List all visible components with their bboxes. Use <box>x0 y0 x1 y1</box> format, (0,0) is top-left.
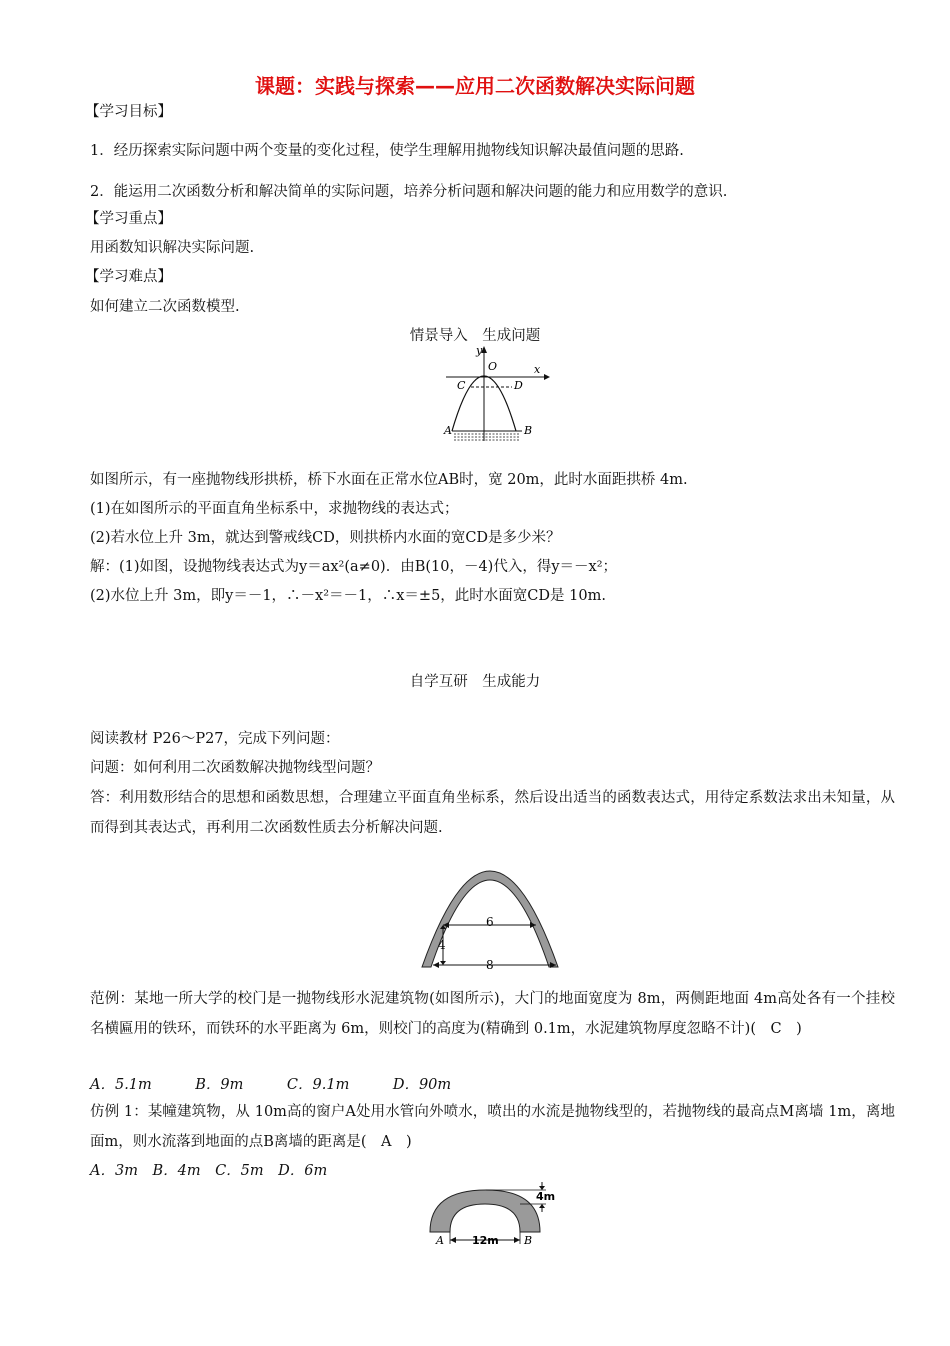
fig1-label-b: B <box>524 424 533 437</box>
goal-2: 2．能运用二次函数分析和解决简单的实际问题，培养分析问题和解决问题的能力和应用数学的意识. <box>90 184 728 200</box>
fig3-label-4m: 4m <box>536 1190 556 1203</box>
gate-arch-figure <box>418 837 568 975</box>
fig2-label-6: 6 <box>486 915 494 929</box>
self-study-heading: 自学互研 生成能力 <box>409 674 541 690</box>
fig1-label-c: C <box>457 379 466 392</box>
intro-question-2: (2)若水位上升 3m，就达到警戒线CD，则拱桥内水面的宽CD是多少米？ <box>90 530 561 546</box>
goals-header: 【学习目标】 <box>85 104 172 120</box>
example-options: A．5.1m B．9m C．9.1m D．90m <box>90 1077 452 1093</box>
fig1-label-x: x <box>534 363 541 376</box>
fig2-label-8: 8 <box>486 958 494 972</box>
fig1-label-o: O <box>488 360 498 373</box>
intro-solution-2: (2)水位上升 3m，即y＝－1，∴－x²＝－1，∴x＝±5，此时水面宽CD是 10m. <box>90 588 606 604</box>
intro-heading: 情景导入 生成问题 <box>409 328 541 344</box>
key-text: 用函数知识解决实际问题. <box>90 240 255 256</box>
bridge-arch-figure <box>424 1182 564 1252</box>
study-question: 问题：如何利用二次函数解决抛物线型问题？ <box>90 760 380 776</box>
fig3-label-a: A <box>436 1234 444 1247</box>
fig1-label-a: A <box>444 424 452 437</box>
key-header: 【学习重点】 <box>85 211 172 227</box>
difficulty-text: 如何建立二次函数模型. <box>90 299 240 315</box>
intro-problem: 如图所示，有一座抛物线形拱桥，桥下水面在正常水位AB时，宽 20m，此时水面距拱桥 4m. <box>90 472 688 488</box>
practice-problem: 仿例 1：某幢建筑物，从 10m高的窗户A处用水管向外喷水，喷出的水流是抛物线型的，若抛物线的最高点M离墙 1m，离地面m，则水流落到地面的点B离墙的距离是( A ) <box>90 1104 895 1150</box>
fig1-label-y: y <box>476 344 483 357</box>
fig3-label-12m: 12m <box>472 1234 499 1247</box>
page-title: 课题：实践与探索——应用二次函数解决实际问题 <box>255 74 695 98</box>
study-answer: 答：利用数形结合的思想和函数思想，合理建立平面直角坐标系，然后设出适当的函数表达式，用待定系数法求出未知量，从而得到其表达式，再利用二次函数性质去分析解决问题. <box>90 790 895 836</box>
example-problem: 范例：某地一所大学的校门是一抛物线形水泥建筑物(如图所示)，大门的地面宽度为 8m，两侧距地面 4m高处各有一个挂校名横匾用的铁环，而铁环的水平距离为 6m，则校门的高度为(精确到 0.1m，水泥建筑物厚度忽略不计)( C ) <box>90 991 895 1037</box>
practice-options: A．3m B．4m C．5m D．6m <box>90 1163 328 1179</box>
goal-1: 1．经历探索实际问题中两个变量的变化过程，使学生理解用抛物线知识解决最值问题的思路. <box>90 143 684 159</box>
intro-solution-1: 解：(1)如图，设抛物线表达式为y＝ax²(a≠0)．由B(10，－4)代入，得y＝－x²； <box>90 559 618 575</box>
arch-bridge-figure <box>440 343 550 443</box>
fig2-label-4: 4 <box>438 938 446 952</box>
difficulty-header: 【学习难点】 <box>85 269 172 285</box>
reading-assignment: 阅读教材 P26～P27，完成下列问题： <box>90 731 340 747</box>
fig1-label-d: D <box>514 379 523 392</box>
fig3-label-b: B <box>524 1234 533 1247</box>
intro-question-1: (1)在如图所示的平面直角坐标系中，求抛物线的表达式； <box>90 501 459 517</box>
